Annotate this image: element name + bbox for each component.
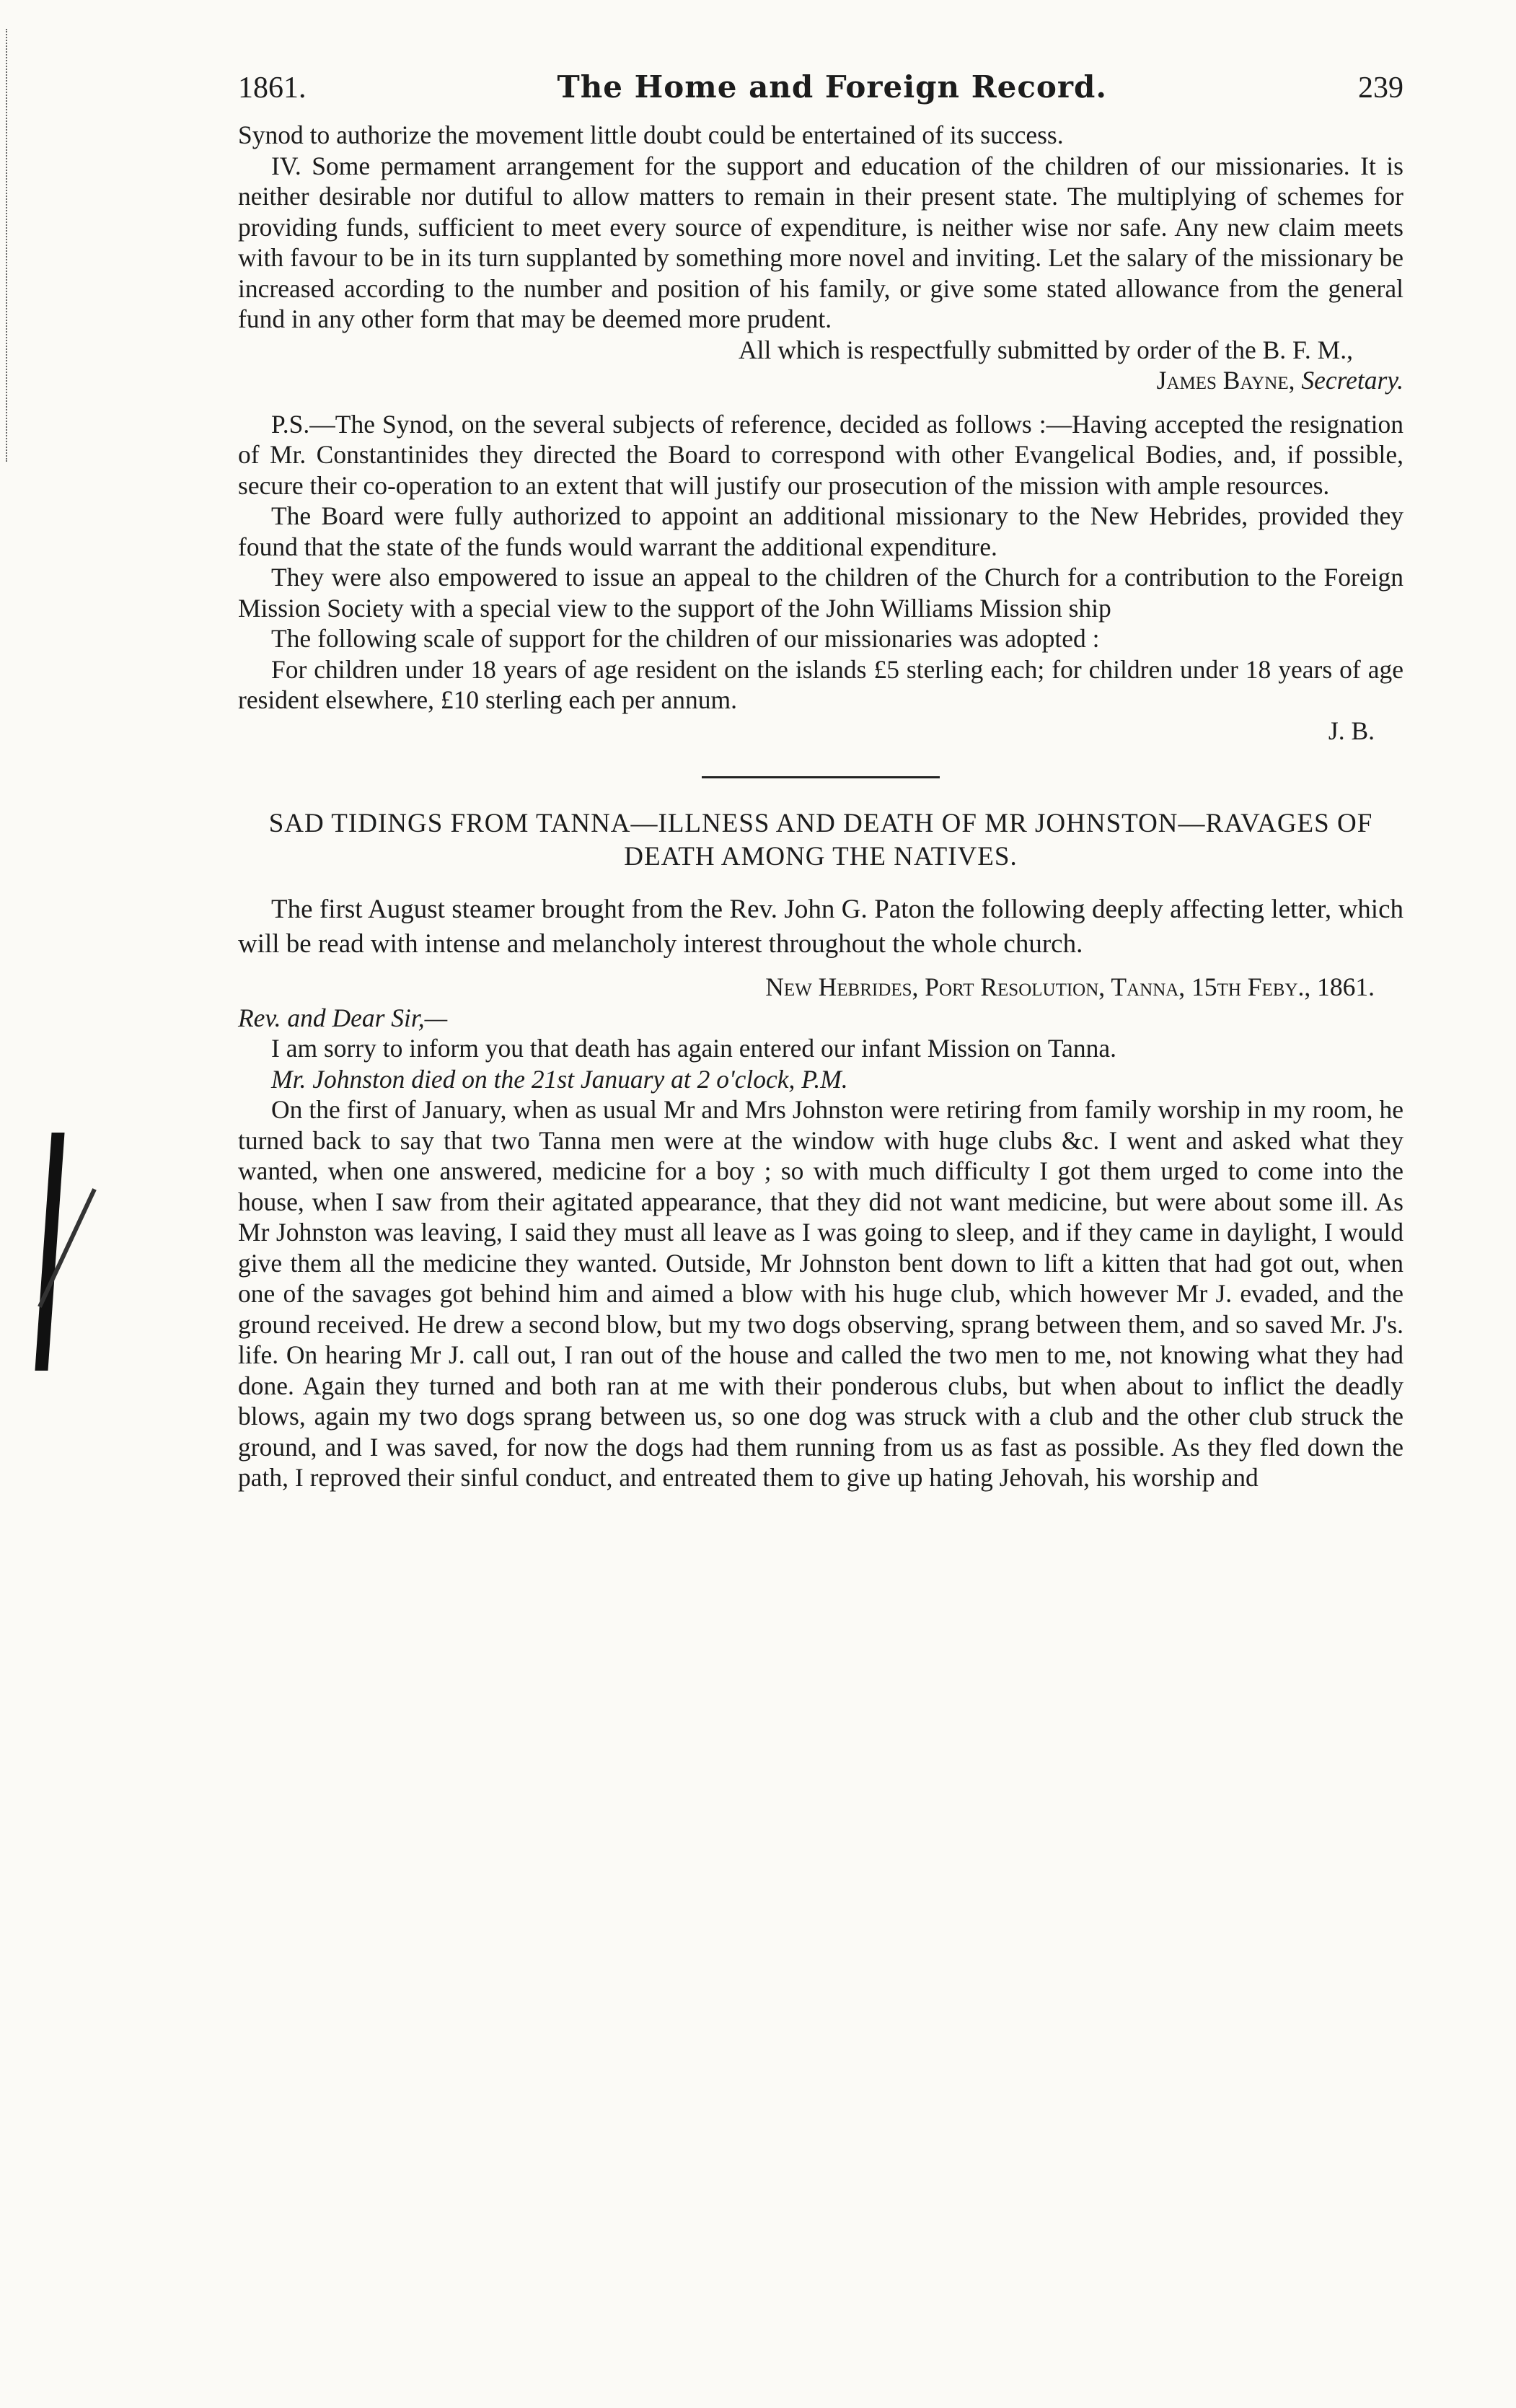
postscript-section — [238, 409, 1403, 747]
page — [238, 69, 1403, 1493]
margin-ink-mark — [35, 1133, 64, 1371]
article-heading: SAD TIDINGS FROM TANNA—ILLNESS AND DEATH OF MR JOHNSTON—RAVAGES OF DEATH AMONG THE NATIVES. — [268, 809, 1373, 871]
letter — [238, 972, 1403, 1493]
signature — [238, 365, 1403, 396]
postscript-paragraph: P.S.—The Synod, on the several subjects of reference, decided as follows :—Having accepted the resignation of Mr. Constantinides they directed the Board to correspond with other Evangelical Bodies, and, if possible, secure their co-operation to an extent that will justify our prosecution of the mission with ample resources. — [238, 409, 1403, 500]
postscript-paragraph: The following scale of support for the children of our missionaries was adopted : — [271, 624, 1100, 653]
article-intro — [238, 892, 1403, 962]
margin-specks — [6, 29, 36, 462]
initials: J. B. — [1328, 716, 1375, 745]
postscript-paragraph: The Board were fully authorized to appoint an additional missionary to the New Hebrides, provided they found that the state of the funds would warrant the additional expenditure. — [238, 501, 1403, 561]
submitted-line: All which is respectfully submitted by order of the B. F. M., — [739, 335, 1353, 364]
salutation — [238, 1003, 1403, 1034]
letter-paragraph: On the first of January, when as usual Mr and Mrs Johnston were retiring from family worship in my room, he turned back to say that two Tanna men were at the window with huge clubs &c. I went and asked what they wanted, when one answered, medicine for a boy ; so with much difficulty I got them urged to come into the house, when I saw from their agitated appearance, that they did not want medicine, but were about some ill. As Mr Johnston was leaving, I said they must all leave as I was going to sleep, and if they came in daylight, I would give them all the medicine they wanted. Outside, Mr Johnston bent down to lift a kitten that had got out, when one of the savages got behind him and aimed a blow with his huge club, which however Mr J. evaded, and the ground received. He drew a second blow, but my two dogs observing, sprang between them, and so saved Mr. J's. life. On hearing Mr J. call out, I ran out of the house and called the two men to me, not knowing what they had done. Again they turned and both ran at me with their ponderous clubs, but when about to inflict the deadly blows, again my two dogs sprang between us, so one dog was struck with a club and the other club struck the ground, and I was saved, for now the dogs had them running from us as fast as possible. As they fled down the path, I reproved their sinful conduct, and entreated them to give up hating Jehovah, his worship and — [238, 1095, 1403, 1492]
report-line: Synod to authorize the movement little doubt could be entertained of its success. — [238, 120, 1064, 149]
death-notice: Mr. Johnston died on the 21st January at 2 o'clock, P.M. — [271, 1064, 848, 1094]
signature-title: Secretary. — [1301, 366, 1403, 395]
section-divider — [702, 776, 940, 778]
dateline: New Hebrides, Port Resolution, Tanna, 15th Feby., 1861. — [765, 972, 1375, 1001]
postscript-paragraph: They were also empowered to issue an appeal to the children of the Church for a contribution to the Foreign Mission Society with a special view to the support of the John Williams Mission ship — [238, 563, 1403, 623]
intro-paragraph: The first August steamer brought from the Rev. John G. Paton the following deeply affecting letter, which will be read with intense and melancholy interest throughout the whole church. — [238, 895, 1403, 959]
support-scale: For children under 18 years of age resident on the islands £5 sterling each; for children under 18 years of age resident elsewhere, £10 sterling each per annum. — [238, 654, 1403, 714]
page-number: 239 — [1358, 71, 1403, 105]
letter-paragraph — [238, 1064, 1403, 1095]
report-paragraph: IV. Some permament arrangement for the support and education of the children of our missionaries. It is neither desirable nor dutiful to allow matters to remain in their present state. The multiplying of schemes for providing funds, sufficient to meet every source of expenditure, is neither wise nor safe. Any new claim meets with favour to be in its turn supplanted by something more novel and inviting. Let the salary of the missionary be increased according to the number and position of his family, or give some stated allowance from the general fund in any other form that may be deemed more prudent. — [238, 151, 1403, 333]
letter-paragraph: I am sorry to inform you that death has again entered our infant Mission on Tanna. — [271, 1034, 1117, 1063]
salutation-text: Rev. and Dear Sir,— — [238, 1003, 448, 1032]
signature-name: James Bayne, — [1156, 366, 1295, 395]
report-section — [238, 120, 1403, 396]
header-year: 1861. — [238, 71, 307, 105]
running-header — [238, 69, 1403, 120]
journal-title: The Home and Foreign Record. — [557, 69, 1108, 105]
